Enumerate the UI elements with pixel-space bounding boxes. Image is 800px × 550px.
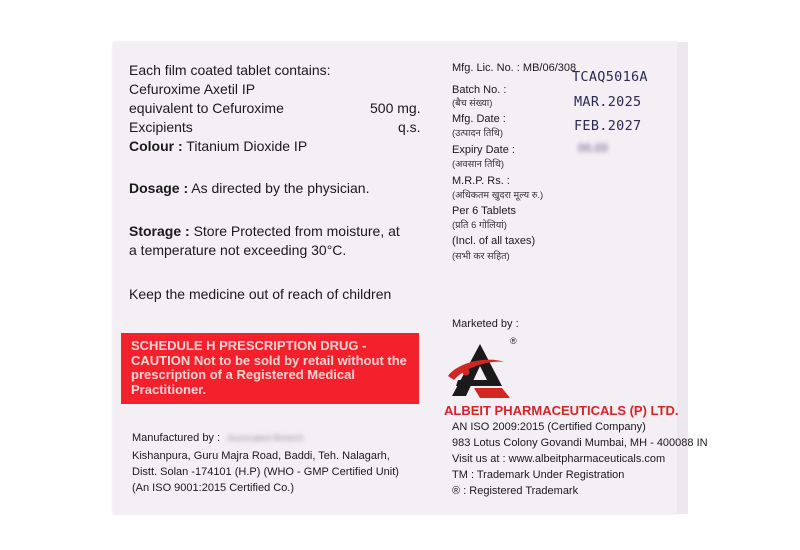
trademark-note: TM : Trademark Under Registration xyxy=(452,469,625,481)
mfg-date-label: Mfg. Date : xyxy=(452,113,506,125)
composition-line-3: Excipients xyxy=(129,119,193,135)
registered-trademark-note: ® : Registered Trademark xyxy=(452,485,579,497)
mrp-value-redacted: 00.00 xyxy=(578,141,609,155)
schedule-h-warning-box xyxy=(121,333,419,404)
storage-line-1 xyxy=(129,223,400,240)
composition-line-1: Cefuroxime Axetil IP xyxy=(129,81,256,97)
batch-number-value: TCAQ5016A xyxy=(572,69,648,85)
storage-text-1: Store Protected from moisture, at xyxy=(193,223,400,239)
composition-line-3-value: q.s. xyxy=(398,119,421,135)
mfg-date-value: MAR.2025 xyxy=(574,94,642,110)
manufacturer-name-redacted: Associated Biotech xyxy=(227,433,304,443)
dosage-label: Dosage : xyxy=(129,180,189,196)
storage-label: Storage : xyxy=(129,223,190,239)
dosage-line xyxy=(129,180,369,197)
composition-heading: Each film coated tablet contains: xyxy=(129,62,331,78)
expiry-date-value: FEB.2027 xyxy=(574,118,642,134)
registered-mark: ® xyxy=(510,336,517,346)
storage-line-2: a temperature not exceeding 30°C. xyxy=(129,242,347,258)
colour-value: Titanium Dioxide IP xyxy=(186,138,308,154)
expiry-date-label: Expiry Date : xyxy=(452,144,515,156)
marketer-company-name: ALBEIT PHARMACEUTICALS (P) LTD. xyxy=(444,403,679,418)
marketer-website: Visit us at : www.albeitpharmaceuticals.com xyxy=(452,453,666,465)
batch-label: Batch No. : xyxy=(452,84,507,96)
composition-line-2-value: 500 mg. xyxy=(370,100,421,116)
per-tablets: Per 6 Tablets xyxy=(452,205,517,217)
manufacturer-label: Manufactured by : xyxy=(132,432,221,444)
albeit-logo-icon xyxy=(444,336,518,400)
expiry-date-label-hindi: (अवसान तिथि) xyxy=(452,159,505,170)
colour-line xyxy=(129,138,307,155)
batch-label-hindi: (बैच संख्या) xyxy=(452,98,493,109)
schedule-h-warning-text: SCHEDULE H PRESCRIPTION DRUG - CAUTION Not to be sold by retail without the prescription of a Registered Medical Practitioner. xyxy=(131,338,407,397)
manufacturer-label-line xyxy=(132,432,304,445)
manufacturer-iso: (An ISO 9001:2015 Certified Co.) xyxy=(132,482,295,494)
per-tablets-hindi: (प्रति 6 गोलियां) xyxy=(452,220,507,231)
composition-line-2: equivalent to Cefuroxime xyxy=(129,100,284,116)
mfg-date-label-hindi: (उत्पादन तिथि) xyxy=(452,128,504,139)
mrp-label: M.R.P. Rs. : xyxy=(452,175,510,187)
dosage-text: As directed by the physician. xyxy=(191,180,370,196)
mfg-licence-number: Mfg. Lic. No. : MB/06/308 xyxy=(452,62,577,74)
incl-taxes-hindi: (सभी कर सहित) xyxy=(452,251,510,262)
manufacturer-address-1: Kishanpura, Guru Majra Road, Baddi, Teh. Nalagarh, xyxy=(132,450,390,462)
keep-out-warning: Keep the medicine out of reach of children xyxy=(129,286,392,302)
marketed-by-label: Marketed by : xyxy=(452,318,519,330)
marketer-address: 983 Lotus Colony Govandi Mumbai, MH - 400088 IN xyxy=(452,437,708,449)
marketer-iso: AN ISO 2009:2015 (Certified Company) xyxy=(452,421,646,433)
mrp-label-hindi: (अधिकतम खुदरा मूल्य रु.) xyxy=(452,190,544,201)
incl-taxes: (Incl. of all taxes) xyxy=(452,235,536,247)
colour-label: Colour : xyxy=(129,138,183,154)
manufacturer-address-2: Distt. Solan -174101 (H.P) (WHO - GMP Certified Unit) xyxy=(132,466,399,478)
